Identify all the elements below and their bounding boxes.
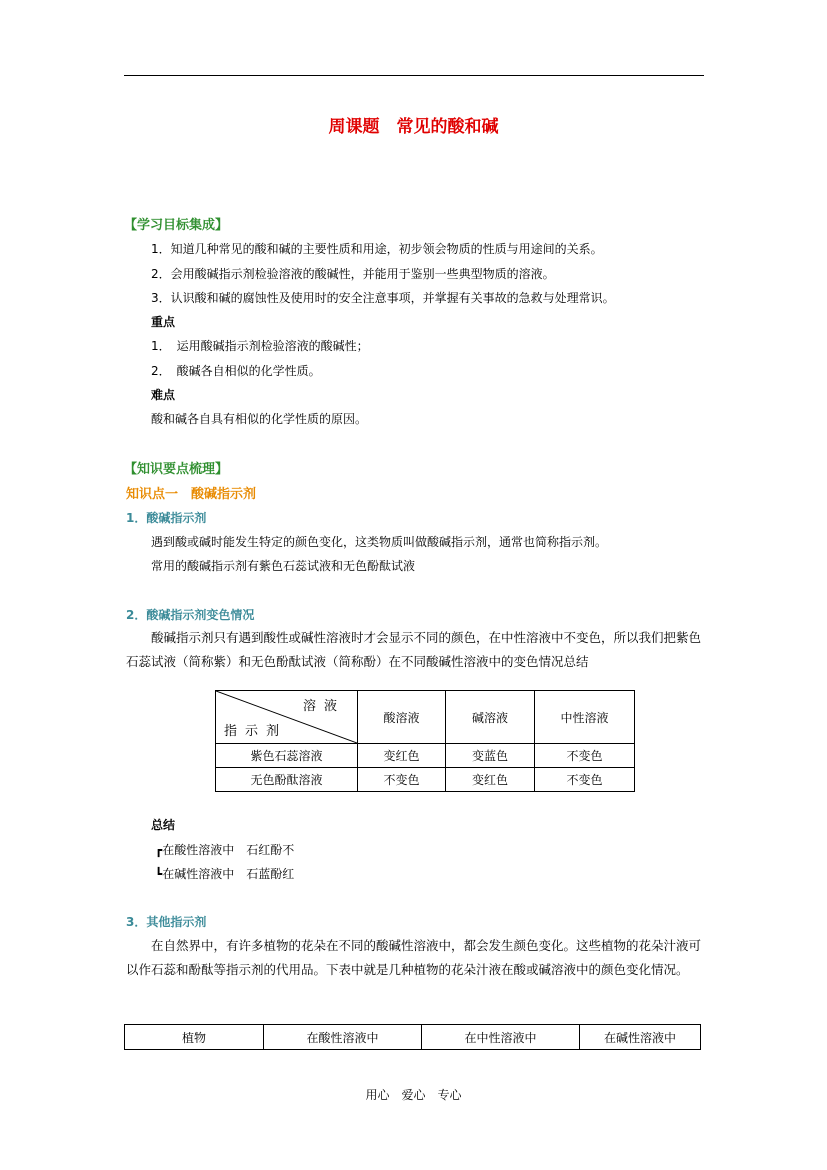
table-header: 碱溶液 [446,691,535,744]
table-cell: 变红色 [358,744,446,768]
paragraph: 在自然界中，有许多植物的花朵在不同的酸碱性溶液中，都会发生颜色变化。这些植物的花朵汁液可以作石蕊和酚酞等指示剂的代用品。下表中就是几种植物的花朵汁液在酸或碱溶液中的颜色变化情况。 [126,938,702,977]
bracket-bottom-icon: ┗ [155,867,163,881]
table-cell: 不变色 [358,768,446,792]
summary-line [155,865,294,882]
plant-table [124,1024,701,1050]
table-row [216,768,635,792]
table-row [216,744,635,768]
paragraph-line: 遇到酸或碱时能发生特定的颜色变化，这类物质叫做酸碱指示剂，通常也简称指示剂。 [151,535,608,549]
header-rule [124,75,704,76]
corner-bottom-label: 指示剂 [224,724,288,739]
table-header: 酸溶液 [358,691,446,744]
summary-label: 总结 [151,818,176,832]
summary-line [155,841,294,858]
subsection-3: 3．其他指示剂 [126,915,207,929]
table-cell: 不变色 [535,744,635,768]
goal-item: 3．认识酸和碱的腐蚀性及使用时的安全注意事项，并掌握有关事故的急救与处理常识。 [151,291,615,305]
subsection-2: 2．酸碱指示剂变色情况 [126,608,255,622]
key-item: 2． 酸碱各自相似的化学性质。 [151,364,321,378]
summary-text: 在碱性溶液中 石蓝酚红 [162,867,295,881]
table-header: 中性溶液 [535,691,635,744]
table-header: 在中性溶液中 [422,1025,580,1050]
bracket-top-icon: ┏ [155,843,163,857]
table-cell: 不变色 [535,768,635,792]
key-label: 重点 [151,315,176,329]
goal-item: 2．会用酸碱指示剂检验溶液的酸碱性，并能用于鉴别一些典型物质的溶液。 [151,267,555,281]
goal-item: 1．知道几种常见的酸和碱的主要性质和用途，初步领会物质的性质与用途间的关系。 [151,242,603,256]
knowledge-point-1: 知识点一 酸碱指示剂 [126,487,257,502]
table-cell: 紫色石蕊溶液 [216,744,358,768]
table-header: 在碱性溶液中 [580,1025,701,1050]
table-cell: 无色酚酞溶液 [216,768,358,792]
summary-text: 在酸性溶液中 石红酚不 [162,843,295,857]
page-footer: 用心 爱心 专心 [365,1088,462,1102]
difficulty-text: 酸和碱各自具有相似的化学性质的原因。 [151,412,368,426]
table-cell: 变蓝色 [446,744,535,768]
page-title: 周课题 常见的酸和碱 [328,117,499,137]
table-cell: 变红色 [446,768,535,792]
table-header: 在酸性溶液中 [264,1025,422,1050]
goals-heading: 【学习目标集成】 [124,218,229,233]
paragraph: 酸碱指示剂只有遇到酸性或碱性溶液时才会显示不同的颜色，在中性溶液中不变色，所以我们把紫色石蕊试液（简称紫）和无色酚酞试液（简称酚）在不同酸碱性溶液中的变色情况总结 [126,630,702,669]
indicator-table [215,690,635,792]
paragraph-line: 常用的酸碱指示剂有紫色石蕊试液和无色酚酞试液 [151,559,416,573]
difficulty-label: 难点 [151,388,176,402]
subsection-1: 1．酸碱指示剂 [126,511,207,525]
table-row [125,1025,701,1050]
table-header: 植物 [125,1025,264,1050]
table-corner-cell [216,691,358,744]
key-item: 1． 运用酸碱指示剂检验溶液的酸碱性； [151,339,369,353]
knowledge-heading: 【知识要点梳理】 [124,462,229,477]
corner-top-label: 溶液 [302,699,345,714]
